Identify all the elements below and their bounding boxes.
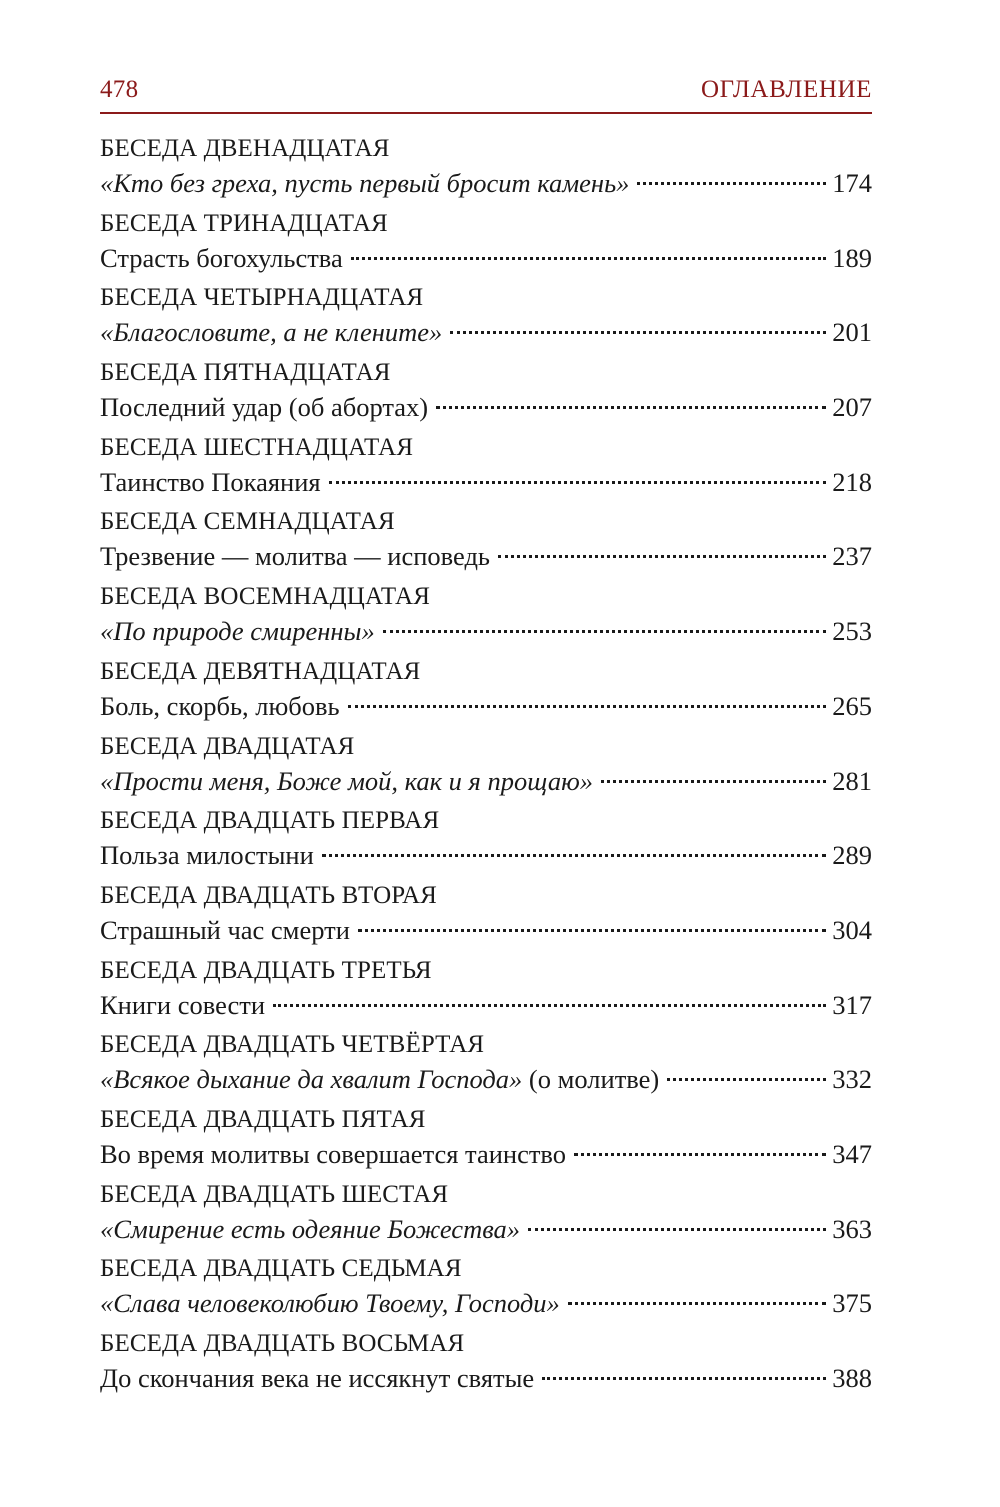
dot-leader [273, 1004, 826, 1007]
dot-leader [436, 406, 826, 409]
toc-entry [100, 581, 872, 656]
dot-leader [542, 1377, 826, 1380]
toc-entry [100, 1253, 872, 1328]
toc-heading: БЕСЕДА ШЕСТНАДЦАТАЯ [100, 433, 414, 461]
dot-leader [528, 1228, 826, 1231]
toc-heading: БЕСЕДА ДВАДЦАТАЯ [100, 732, 355, 760]
running-head [100, 72, 872, 114]
toc-title: «По природе смиренны» [100, 616, 375, 647]
toc-entry [100, 805, 872, 880]
dot-leader [601, 780, 826, 783]
toc-title: Книги совести [100, 989, 266, 1020]
toc-title: Страсть богохульства [100, 242, 343, 273]
toc-entry [100, 282, 872, 357]
toc-entry [100, 1104, 872, 1179]
toc-entry [100, 731, 872, 806]
toc-entry [100, 208, 872, 283]
toc-heading: БЕСЕДА ДВАДЦАТЬ ВТОРАЯ [100, 881, 437, 909]
dot-leader [351, 257, 827, 260]
dot-leader [637, 182, 826, 185]
toc-entry [100, 506, 872, 581]
book-page [100, 0, 872, 1507]
dot-leader [329, 481, 827, 484]
toc-page-number: 218 [832, 466, 872, 497]
toc-entry [100, 1328, 872, 1403]
toc-entry [100, 432, 872, 507]
toc-entry [100, 656, 872, 731]
toc-page-number: 289 [832, 840, 872, 871]
toc-page-number: 253 [832, 616, 872, 647]
toc-heading: БЕСЕДА СЕМНАДЦАТАЯ [100, 508, 395, 536]
toc-heading: БЕСЕДА ДВАДЦАТЬ ЧЕТВЁРТАЯ [100, 1031, 485, 1059]
toc-title: «Кто без греха, пусть первый бросит камень» [100, 168, 630, 198]
toc-title: «Смирение есть одеяние Божества» [100, 1213, 521, 1244]
toc-entry [100, 880, 872, 955]
page-number: 478 [100, 76, 139, 103]
toc-page-number: 174 [832, 168, 872, 198]
toc-entry [100, 1029, 872, 1104]
toc-entry [100, 1179, 872, 1254]
toc-page-number: 375 [832, 1288, 872, 1319]
toc-title: «Благословите, а не клените» [100, 317, 443, 348]
toc-title: «Всякое дыхание да хвалит Господа» (о молитве) [100, 1064, 660, 1095]
toc-heading: БЕСЕДА ДЕВЯТНАДЦАТАЯ [100, 657, 421, 685]
toc-page-number: 265 [832, 690, 872, 721]
table-of-contents [100, 133, 872, 1403]
toc-page-number: 189 [832, 242, 872, 273]
toc-title: Трезвение — молитва — исповедь [100, 541, 491, 572]
dot-leader [450, 331, 826, 334]
dot-leader [498, 555, 826, 558]
toc-title: Страшный час смерти [100, 914, 350, 945]
toc-entry [100, 133, 872, 208]
toc-heading: БЕСЕДА ДВАДЦАТЬ ШЕСТАЯ [100, 1180, 449, 1208]
toc-page-number: 201 [832, 317, 872, 348]
toc-heading: БЕСЕДА ПЯТНАДЦАТАЯ [100, 359, 391, 387]
toc-title: Последний удар (об абортах) [100, 392, 429, 423]
section-title: ОГЛАВЛЕНИЕ [701, 76, 872, 103]
toc-page-number: 363 [832, 1213, 872, 1244]
toc-heading: БЕСЕДА ДВАДЦАТЬ ПЕРВАЯ [100, 807, 440, 835]
toc-page-number: 304 [832, 914, 872, 945]
toc-entry [100, 357, 872, 432]
toc-title: Во время молитвы совершается таинство [100, 1138, 567, 1169]
toc-title: «Прости меня, Боже мой, как и я прощаю» [100, 765, 594, 796]
toc-heading: БЕСЕДА ВОСЕМНАДЦАТАЯ [100, 583, 430, 611]
toc-heading: БЕСЕДА ДВАДЦАТЬ ТРЕТЬЯ [100, 956, 432, 984]
toc-heading: БЕСЕДА ЧЕТЫРНАДЦАТАЯ [100, 284, 424, 312]
toc-title: «Слава человеколюбию Твоему, Господи» [100, 1288, 560, 1319]
toc-heading: БЕСЕДА ДВЕНАДЦАТАЯ [100, 135, 390, 162]
toc-page-number: 237 [832, 541, 872, 572]
toc-page-number: 388 [832, 1363, 872, 1393]
toc-heading: БЕСЕДА ДВАДЦАТЬ ПЯТАЯ [100, 1105, 426, 1133]
toc-page-number: 317 [832, 989, 872, 1020]
toc-page-number: 332 [832, 1064, 872, 1095]
toc-title: До скончания века не иссякнут святые [100, 1363, 535, 1393]
toc-entry [100, 955, 872, 1030]
toc-title: Таинство Покаяния [100, 466, 321, 497]
dot-leader [358, 929, 826, 932]
dot-leader [667, 1078, 826, 1081]
dot-leader [568, 1302, 826, 1305]
dot-leader [574, 1153, 826, 1156]
dot-leader [383, 630, 827, 633]
toc-page-number: 347 [832, 1138, 872, 1169]
toc-title: Боль, скорбь, любовь [100, 690, 340, 721]
dot-leader [322, 854, 826, 857]
toc-heading: БЕСЕДА ТРИНАДЦАТАЯ [100, 209, 388, 237]
toc-title: Польза милостыни [100, 840, 314, 871]
dot-leader [348, 705, 827, 708]
toc-page-number: 281 [832, 765, 872, 796]
toc-heading: БЕСЕДА ДВАДЦАТЬ СЕДЬМАЯ [100, 1255, 462, 1283]
toc-page-number: 207 [832, 392, 872, 423]
toc-heading: БЕСЕДА ДВАДЦАТЬ ВОСЬМАЯ [100, 1330, 465, 1357]
